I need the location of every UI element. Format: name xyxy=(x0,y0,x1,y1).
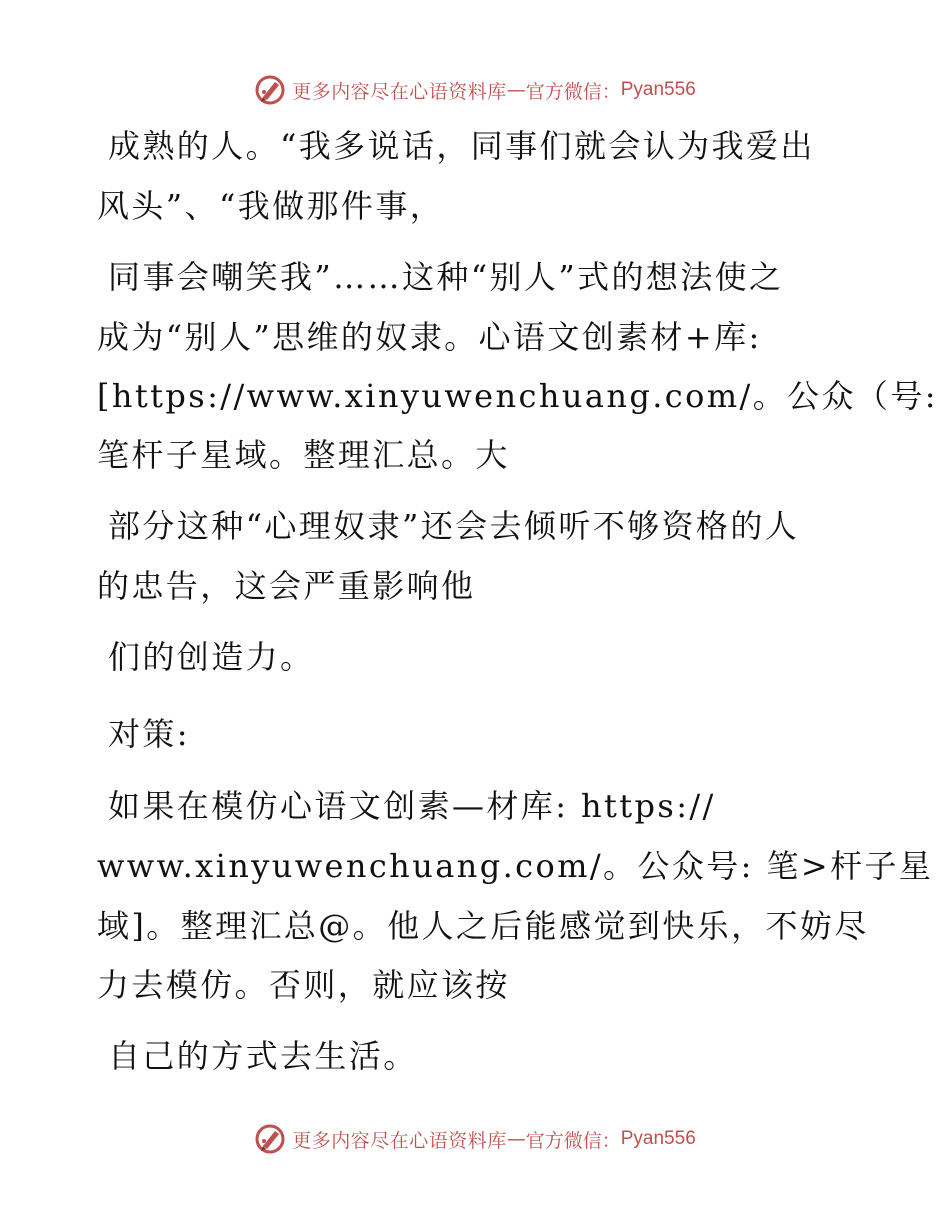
body-line-12: www.xinyuwenchuang.com/。公众号: 笔>杆子星 xyxy=(97,847,934,885)
body-line-14: 力去模仿。否则，就应该按 xyxy=(97,966,510,1004)
header-banner xyxy=(0,70,950,110)
body-line-13: 域]。整理汇总@。他人之后能感觉到快乐，不妨尽 xyxy=(97,907,869,945)
body-line-10: 对策: xyxy=(108,715,190,753)
banner-wechat-id: Pyan556 xyxy=(620,79,696,100)
body-line-15: 自己的方式去生活。 xyxy=(108,1037,418,1075)
pen-logo-icon xyxy=(254,74,286,106)
banner-wechat-label: 官方微信： xyxy=(525,1129,621,1152)
body-line-11: 如果在模仿心语文创素—材库: https:// xyxy=(108,787,716,825)
body-line-7: 部分这种“心理奴隶”还会去倾听不够资格的人 xyxy=(108,507,800,545)
pen-logo-icon xyxy=(254,1123,286,1155)
banner-text: 更多内容尽在心语资料库 xyxy=(292,1129,507,1152)
body-line-5: [https://www.xinyuwenchuang.com/。公众（号: xyxy=(97,377,938,415)
banner-separator: — xyxy=(506,79,526,101)
banner-separator: — xyxy=(506,1128,526,1150)
banner-wechat-label: 官方微信： xyxy=(525,80,621,103)
banner-text: 更多内容尽在心语资料库 xyxy=(292,80,507,103)
banner-wechat-id: Pyan556 xyxy=(620,1128,696,1149)
body-line-1: 成熟的人。“我多说话，同事们就会认为我爱出 xyxy=(108,127,815,165)
body-line-2: 风头”、“我做那件事， xyxy=(97,187,445,225)
body-line-6: 笔杆子星域。整理汇总。大 xyxy=(97,436,510,474)
footer-banner xyxy=(0,1119,950,1159)
body-line-3: 同事会嘲笑我”……这种“别人”式的想法使之 xyxy=(108,258,784,296)
body-line-4: 成为“别人”思维的奴隶。心语文创素材+库: xyxy=(97,318,762,356)
body-line-9: 们的创造力。 xyxy=(108,638,315,676)
body-line-8: 的忠告，这会严重影响他 xyxy=(97,567,476,605)
